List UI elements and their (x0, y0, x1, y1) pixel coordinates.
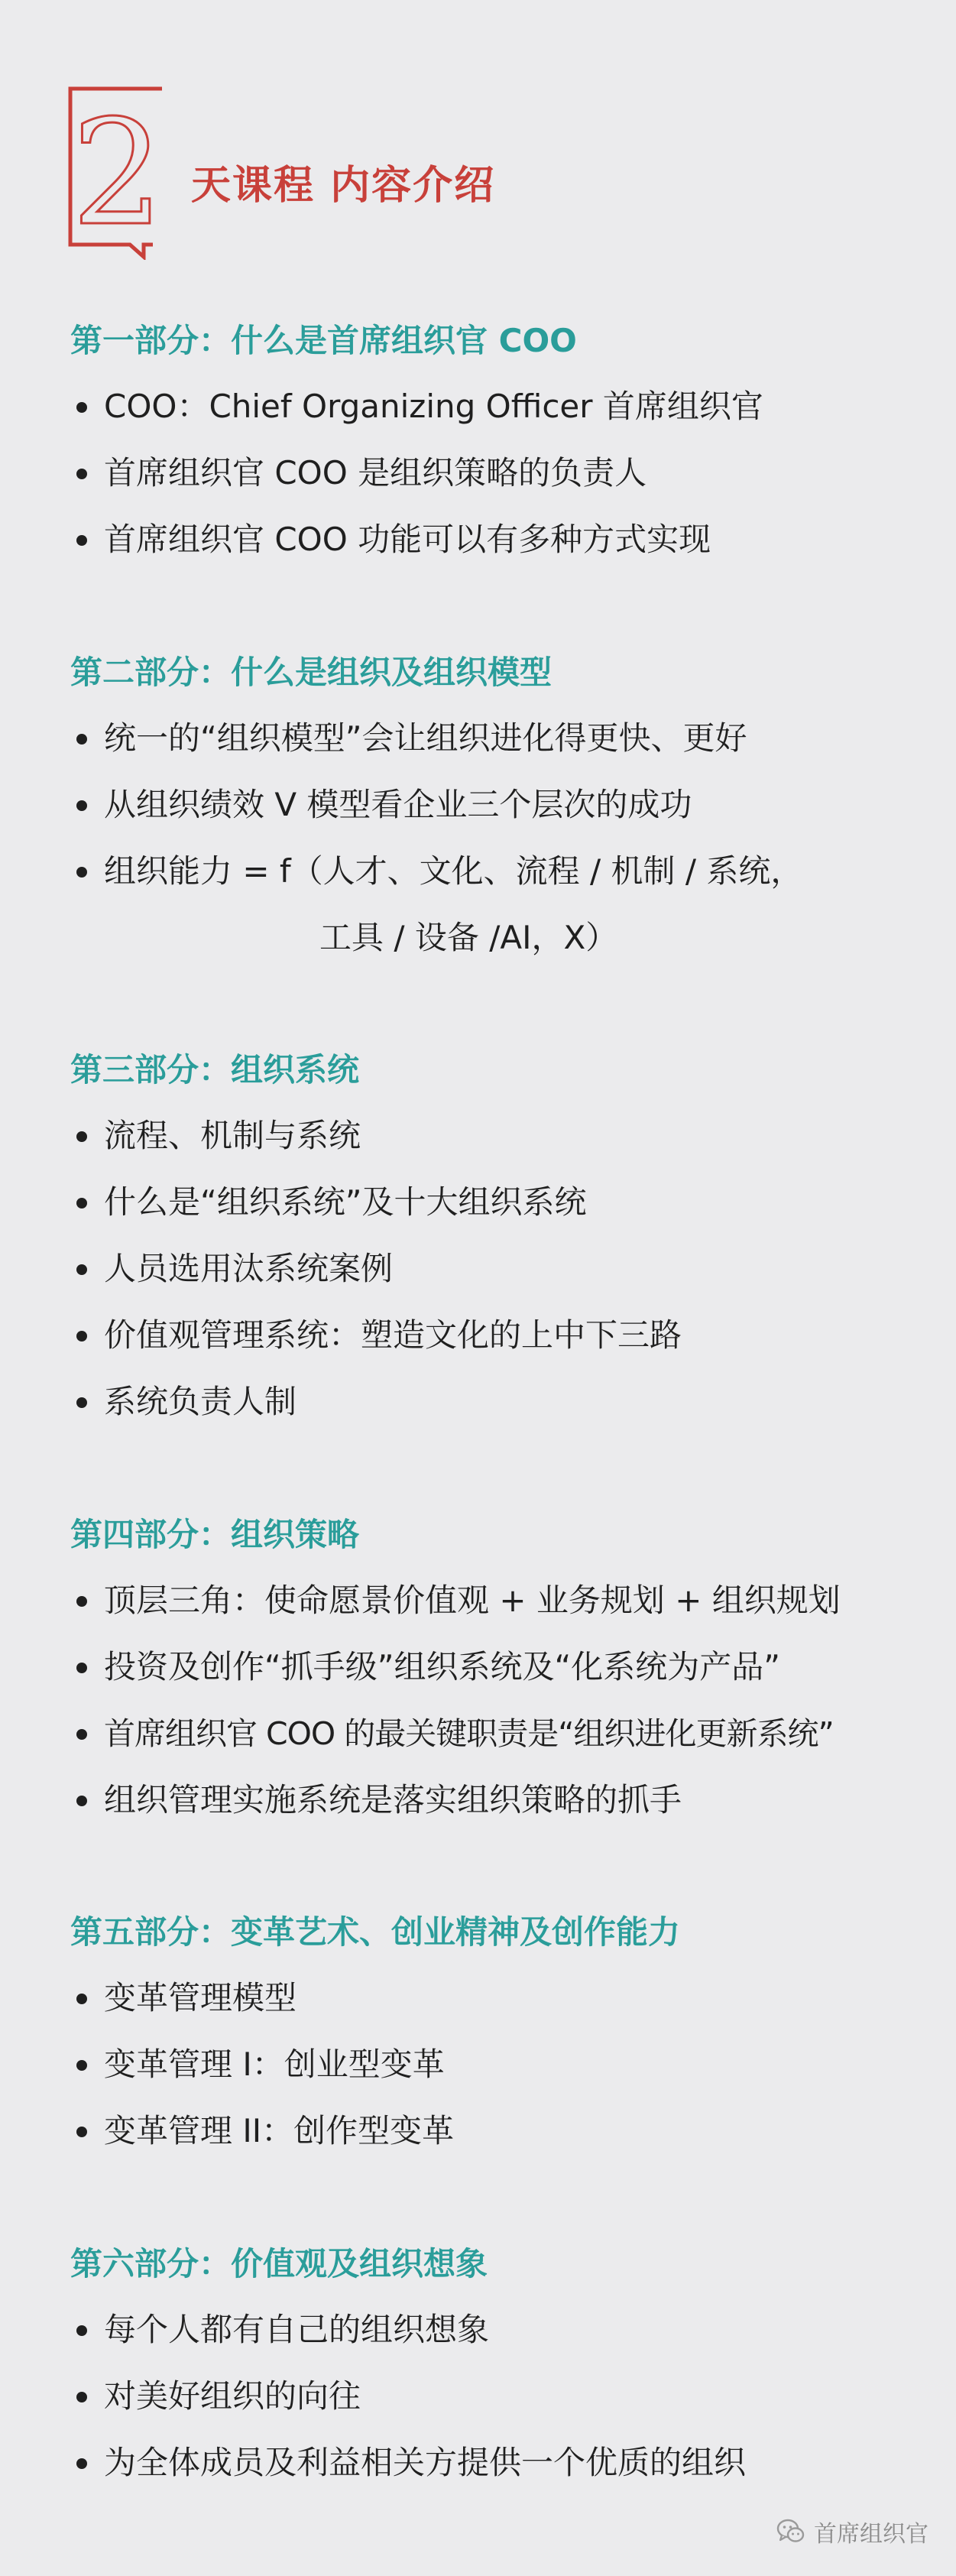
bullet-dot-icon (76, 1131, 87, 1142)
section-title: 第三部分：组织系统 (70, 1051, 360, 1088)
bullet-dot-icon (76, 1663, 87, 1673)
section-title: 第六部分：价值观及组织想象 (70, 2245, 488, 2282)
bullet-dot-icon (76, 734, 87, 745)
list-item (70, 2373, 949, 2419)
list-item (70, 1711, 949, 1757)
list-item-text: 变革管理 II：创作型变革 (104, 2112, 455, 2149)
list-item (70, 1777, 949, 1823)
list-item (70, 1578, 949, 1624)
section-title: 第二部分：什么是组织及组织模型 (70, 654, 553, 691)
list-item-text: 投资及创作“抓手级”组织系统及“化系统为产品” (104, 1648, 781, 1685)
list-item (70, 1179, 949, 1225)
list-item-text: 首席组织官 COO 功能可以有多种方式实现 (104, 521, 711, 558)
list-item (70, 1113, 949, 1159)
list-item-text: 组织管理实施系统是落实组织策略的抓手 (104, 1781, 682, 1818)
bullet-dot-icon (76, 2392, 87, 2402)
list-item-text: 从组织绩效 V 模型看企业三个层次的成功 (104, 786, 692, 823)
bullet-dot-icon (76, 2127, 87, 2137)
list-item-text: 系统负责人制 (104, 1383, 297, 1420)
list-item-text: 统一的“组织模型”会让组织进化得更快、更好 (104, 719, 747, 757)
section-title: 第四部分：组织策略 (70, 1516, 360, 1553)
bullet-dot-icon (76, 402, 87, 413)
list-item (70, 1644, 949, 1690)
page-title: 天课程 内容介绍 (191, 163, 496, 209)
list-item (70, 2042, 949, 2088)
bullet-dot-icon (76, 1397, 87, 1408)
bullet-dot-icon (76, 867, 87, 878)
bullet-dot-icon (76, 1994, 87, 2004)
list-item-text: 流程、机制与系统 (104, 1117, 361, 1154)
section-title: 第五部分：变革艺术、创业精神及创作能力 (70, 1913, 681, 1951)
list-item (70, 2108, 949, 2154)
list-item-text: 什么是“组织系统”及十大组织系统 (104, 1183, 587, 1221)
list-item-text: 对美好组织的向往 (104, 2377, 361, 2415)
list-item (70, 384, 949, 430)
list-item (70, 1975, 949, 2021)
list-item (70, 715, 949, 761)
list-item (70, 450, 949, 496)
bullet-dot-icon (76, 1796, 87, 1806)
watermark-text: 首席组织官 (814, 2521, 928, 2548)
list-item-text: COO：Chief Organizing Officer 首席组织官 (104, 388, 763, 425)
list-item (70, 782, 949, 828)
list-item-text: 变革管理 I：创业型变革 (104, 2046, 445, 2083)
bullet-dot-icon (76, 2060, 87, 2071)
list-item (70, 1379, 949, 1425)
list-item (70, 517, 949, 563)
speech-bubble-number-icon (63, 84, 177, 260)
bullet-dot-icon (76, 1729, 87, 1740)
header-number: 2 (71, 89, 164, 258)
list-item-text: 变革管理模型 (104, 1979, 297, 2016)
list-item-continuation: 工具 / 设备 /AI，X） (319, 919, 618, 956)
bullet-dot-icon (76, 1264, 87, 1275)
list-item-text: 顶层三角：使命愿景价值观 + 业务规划 + 组织规划 (104, 1582, 841, 1619)
list-item-text: 价值观管理系统：塑造文化的上中下三路 (104, 1316, 682, 1354)
page-header (0, 0, 956, 275)
bullet-dot-icon (76, 2325, 87, 2336)
section-title: 第一部分：什么是首席组织官 COO (70, 322, 577, 359)
list-item-text: 首席组织官 COO 是组织策略的负责人 (104, 454, 647, 492)
list-item-text: 组织能力 = f（人才、文化、流程 / 机制 / 系统， (104, 852, 803, 890)
list-item (70, 848, 949, 894)
list-item-text: 每个人都有自己的组织想象 (104, 2311, 490, 2348)
bullet-dot-icon (76, 1596, 87, 1607)
bullet-dot-icon (76, 469, 87, 479)
bullet-dot-icon (76, 1198, 87, 1209)
list-item-text: 首席组织官 COO 的最关键职责是“组织进化更新系统” (104, 1715, 834, 1752)
wechat-icon (776, 2516, 806, 2547)
bullet-dot-icon (76, 535, 87, 546)
bullet-dot-icon (76, 800, 87, 811)
list-item (70, 1246, 949, 1292)
watermark (776, 2509, 928, 2555)
list-item-text: 为全体成员及利益相关方提供一个优质的组织 (104, 2444, 747, 2481)
bullet-dot-icon (76, 2458, 87, 2469)
bullet-dot-icon (76, 1331, 87, 1342)
list-item (70, 2440, 949, 2486)
list-item (70, 2307, 949, 2353)
list-item-text: 人员选用汰系统案例 (104, 1250, 394, 1287)
list-item (70, 1312, 949, 1358)
